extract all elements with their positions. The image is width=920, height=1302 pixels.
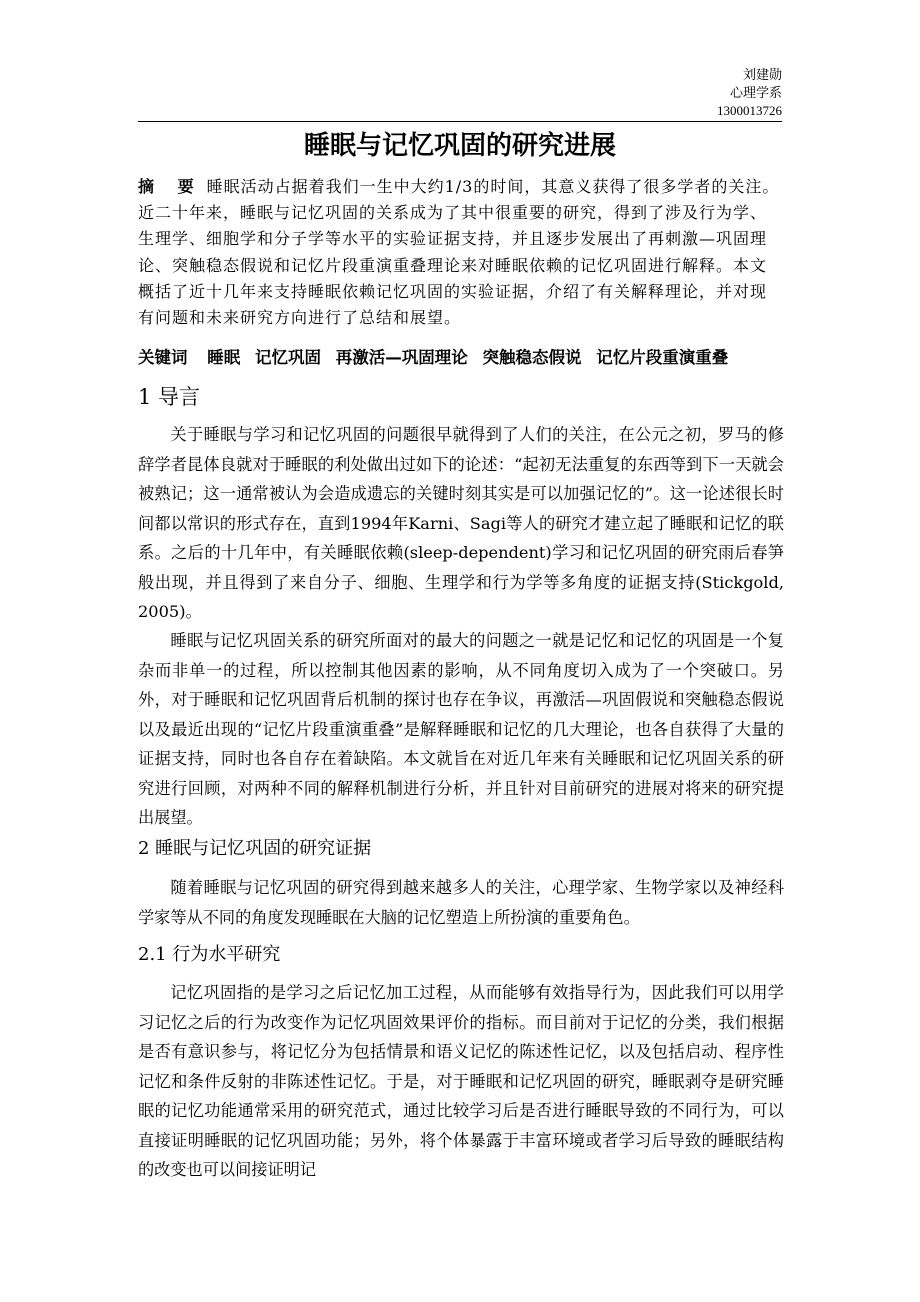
keywords-label: 关键词 — [138, 348, 188, 367]
abstract-label: 摘 要 — [138, 177, 203, 196]
section-heading-1: 1 导言 — [138, 385, 201, 409]
keyword: 再激活—巩固理论 — [335, 348, 468, 367]
header-rule — [138, 121, 782, 122]
author-info — [717, 66, 782, 120]
author-student-id: 1300013726 — [717, 103, 782, 118]
section-2-paragraph-1: 随着睡眠与记忆巩固的研究得到越来越多人的关注，心理学家、生物学家以及神经科学家等从不同的角度发现睡眠在大脑的记忆塑造上所扮演的重要角色。 — [138, 878, 784, 927]
paper-title: 睡眠与记忆巩固的研究进展 — [303, 131, 616, 161]
abstract-text: 睡眠活动占据着我们一生中大约1/3的时间，其意义获得了很多学者的关注。近二十年来，睡眠与记忆巩固的关系成为了其中很重要的研究，得到了涉及行为学、生理学、细胞学和分子学等水平的实验证据支持，并且逐步发展出了再刺激—巩固理论、突触稳态假说和记忆片段重演重叠理论来对睡眠依赖的记忆巩固进行解释。本文概括了近十几年来支持睡眠依赖记忆巩固的实验证据，介绍了有关解释理论，并对现有问题和未来研究方向进行了总结和展望。 — [138, 177, 780, 328]
keyword: 记忆巩固 — [255, 348, 321, 367]
section-2-1-paragraph-1: 记忆巩固指的是学习之后记忆加工过程，从而能够有效指导行为，因此我们可以用学习记忆之后的行为改变作为记忆巩固效果评价的指标。而目前对于记忆的分类，我们根据是否有意识参与，将记忆分为包括情景和语义记忆的陈述性记忆，以及包括启动、程序性记忆和条件反射的非陈述性记忆。于是，对于睡眠和记忆巩固的研究，睡眠剥夺是研究睡眠的记忆功能通常采用的研究范式，通过比较学习后是否进行睡眠导致的不同行为，可以直接证明睡眠的记忆巩固功能；另外，将个体暴露于丰富环境或者学习后导致的睡眠结构的改变也可以间接证明记 — [138, 983, 784, 1179]
keywords — [138, 345, 798, 371]
section-1-paragraph-1: 关于睡眠与学习和记忆巩固的问题很早就得到了人们的关注，在公元之初，罗马的修辞学者昆体良就对于睡眠的利处做出过如下的论述：“起初无法重复的东西等到下一天就会被熟记；这一通常被认为会造成遗忘的关键时刻其实是可以加强记忆的”。这一论述很长时间都以常识的形式存在，直到1994年Karni、Sagi等人的研究才建立起了睡眠和记忆的联系。之后的十几年中，有关睡眠依赖(sleep-dependent)学习和记忆巩固的研究雨后春笋般出现，并且得到了来自分子、细胞、生理学和行为学等多角度的证据支持(Stickgold, 2005)。 — [138, 425, 784, 621]
keyword: 睡眠 — [207, 348, 241, 367]
author-name: 刘建勋 — [742, 67, 782, 82]
abstract — [138, 174, 782, 331]
section-heading-2-1: 2.1 行为水平研究 — [138, 944, 281, 965]
section-1-paragraph-2: 睡眠与记忆巩固关系的研究所面对的最大的问题之一就是记忆和记忆的巩固是一个复杂而非单一的过程，所以控制其他因素的影响，从不同角度切入成为了一个突破口。另外，对于睡眠和记忆巩固背后机制的探讨也存在争议，再激活—巩固假说和突触稳态假说以及最近出现的“记忆片段重演重叠”是解释睡眠和记忆的几大理论，也各自获得了大量的证据支持，同时也各自存在着缺陷。本文就旨在对近几年来有关睡眠和记忆巩固关系的研究进行回顾，对两种不同的解释机制进行分析，并且针对目前研究的进展对将来的研究提出展望。 — [138, 631, 784, 827]
section-heading-2: 2 睡眠与记忆巩固的研究证据 — [138, 838, 372, 859]
keyword: 突触稳态假说 — [482, 348, 582, 367]
author-department: 心理学系 — [729, 85, 782, 100]
keyword: 记忆片段重演重叠 — [596, 348, 729, 367]
